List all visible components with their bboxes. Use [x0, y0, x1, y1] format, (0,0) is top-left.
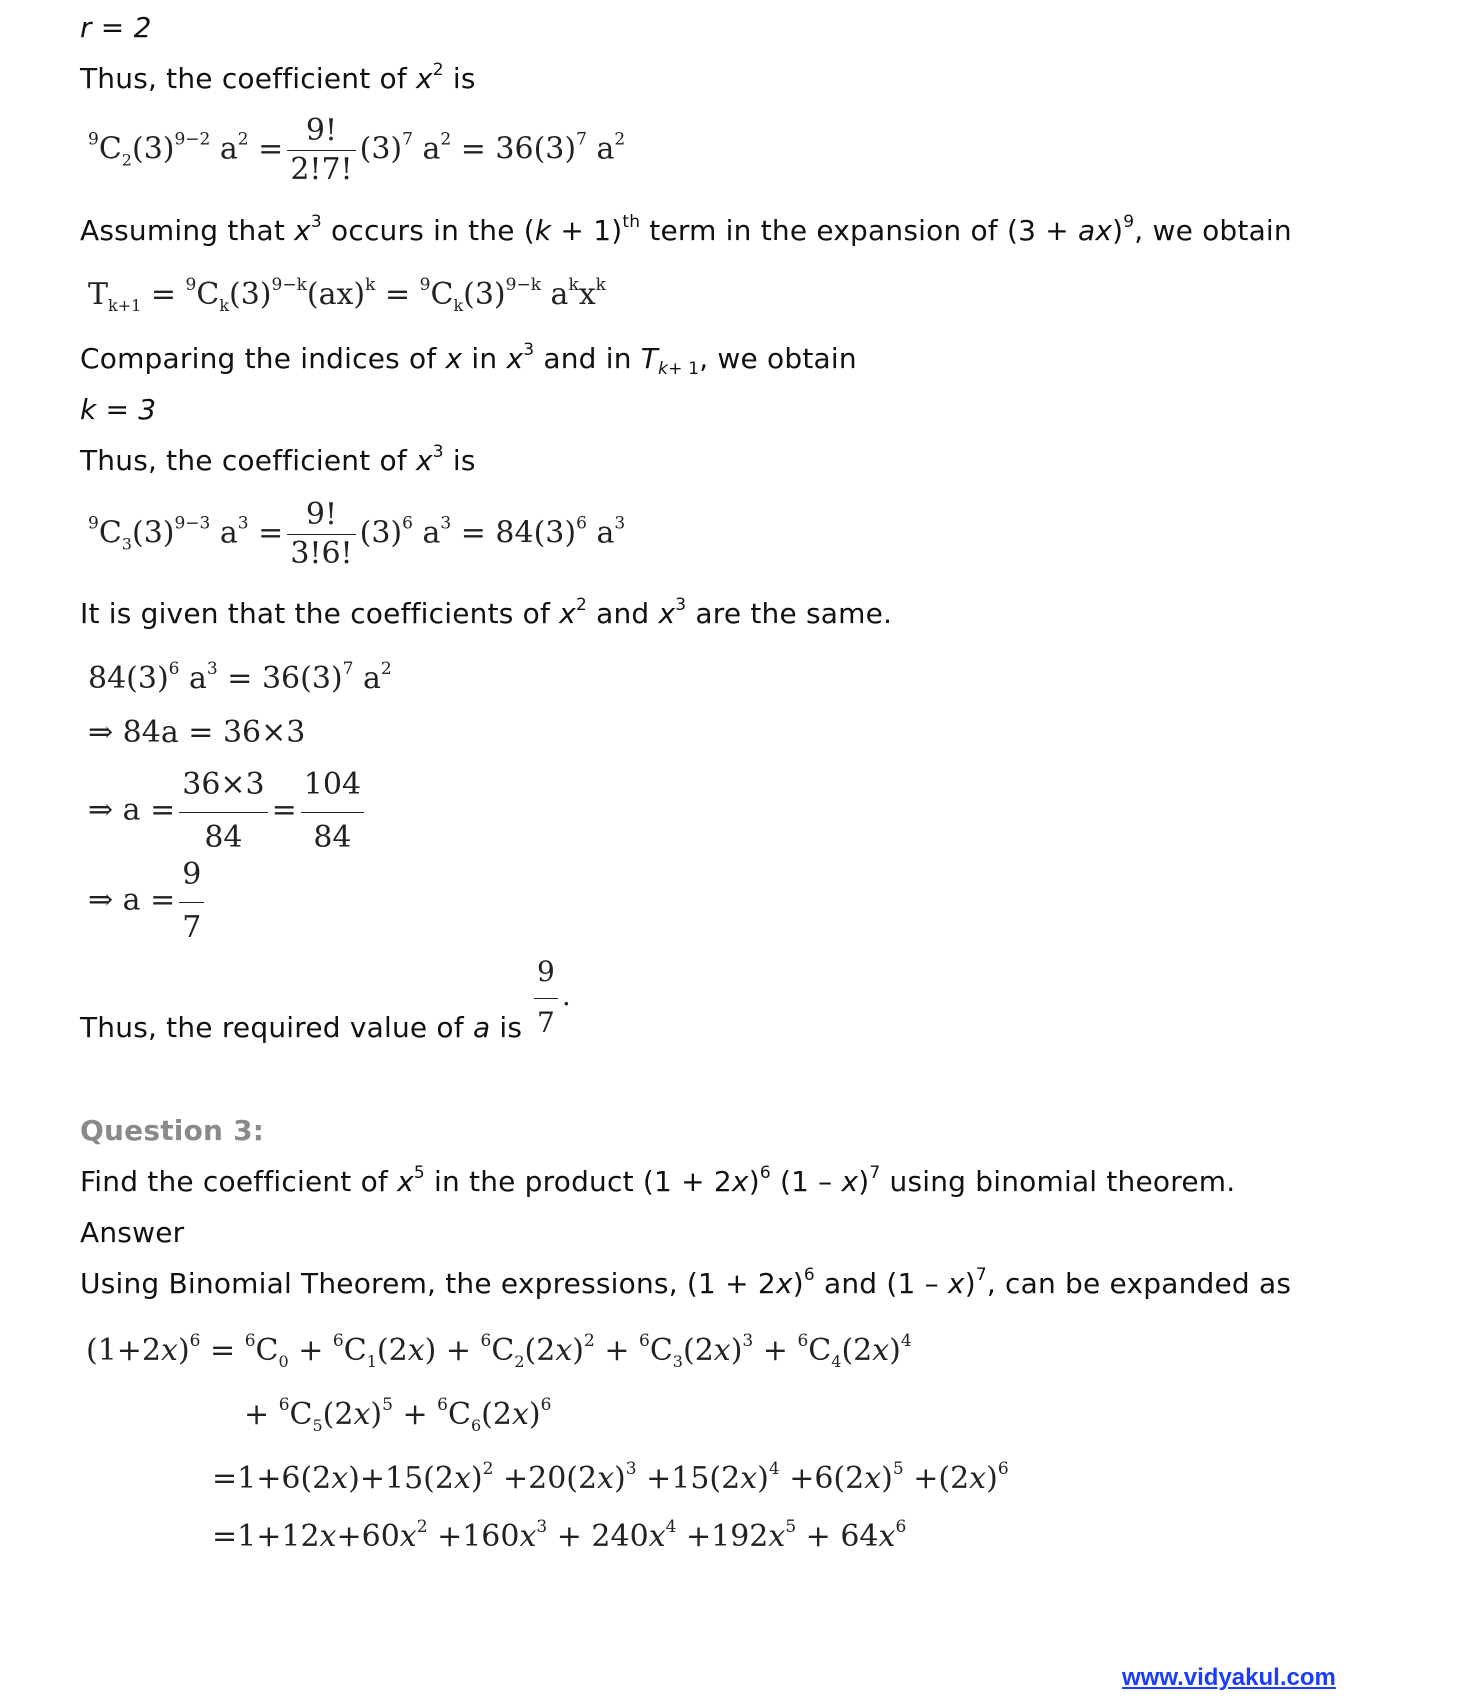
formula-general-term: $T_{k+1} = ^9C_k(3)^{9-k}(ax)^k = ^9C_k(3)^{9-k}$ $a^kx^k$: [88, 275, 606, 315]
k-equation: k = 3: [80, 393, 157, 426]
given-text: It is given that the coefficients of $x^2$ and $x^3$ are the same.: [80, 595, 893, 630]
footer-website-link[interactable]: www.vidyakul.com: [1122, 1664, 1336, 1691]
using-binomial-text: Using Binomial Theorem, the expressions, $(1 + 2x)^6$ and (1 – x)$^7$, can be expanded as: [80, 1265, 1292, 1300]
coef-x2-text: Thus, the coefficient of $x^2$ is: [80, 60, 476, 95]
expansion-line-3: $=1+6(2x)+15(2x)^2 +20(2x)^3 +15(2x)^4 +6(2x)^5 +(2x)^6$: [212, 1459, 1009, 1496]
required-value-fraction: $\frac{9}{7}$ .: [530, 958, 571, 1037]
expansion-line-4: $=1+12x+60x^2 +160x^3 + 240x^4 +192x^5 + 64x^6$: [212, 1517, 907, 1554]
expansion-line-2: + $^6C_5(2x)^5 + ^6C_6(2x)^6$: [244, 1395, 552, 1435]
formula-coef-x3: $^9C_3(3)^{9-3}$ $a^3$ = $\frac{9!}{3!6!}$ $(3)^6$ $a^3 = 84(3)^6$ $a^3$: [88, 497, 626, 571]
coef-x3-text: Thus, the coefficient of $x^3$ is: [80, 442, 476, 477]
equation-84a: ⇒ 84a = 36×3: [88, 715, 306, 750]
question-3-text: Find the coefficient of $x^5$ in the product $(1 + 2x)^6$ (1 – x)$^7$ using binomial theorem.: [80, 1163, 1236, 1198]
expansion-line-1: $(1+2x)^6 = ^6C_0 + ^6C_1(2x) + ^6C_2(2x)^2 + ^6C_3(2x)^3 + ^6C_4(2x)^4$: [86, 1331, 912, 1371]
required-value-text: Thus, the required value of a is: [80, 1011, 523, 1044]
formula-coef-x2: $^9C_2(3)^{9-2}$ $a^2$ = $\frac{9!}{2!7!}$ $(3)^7$ $a^2 = 36(3)^7$ $a^2$: [88, 113, 626, 187]
answer-label: Answer: [80, 1216, 185, 1249]
question-3-title: Question 3:: [80, 1114, 265, 1147]
assuming-text: Assuming that $x^3$ occurs in the $(k + 1)^{th}$ term in the expansion of (3 + ax)$^9$, we obtain: [80, 212, 1292, 247]
equation-a-fraction: ⇒ a = $\frac{36\times 3}{84}$ = $\frac{104}{84}$: [88, 770, 368, 853]
comparing-text: Comparing the indices of x in $x^3$ and in $T_{k+ 1}$, we obtain: [80, 340, 857, 379]
equation-a-result: ⇒ a = $\frac{9}{7}$: [88, 860, 208, 943]
equation-equate: $84(3)^6$ $a^3 = 36(3)^7$ $a^2$: [88, 659, 392, 696]
r-equation: r = 2: [80, 11, 152, 44]
